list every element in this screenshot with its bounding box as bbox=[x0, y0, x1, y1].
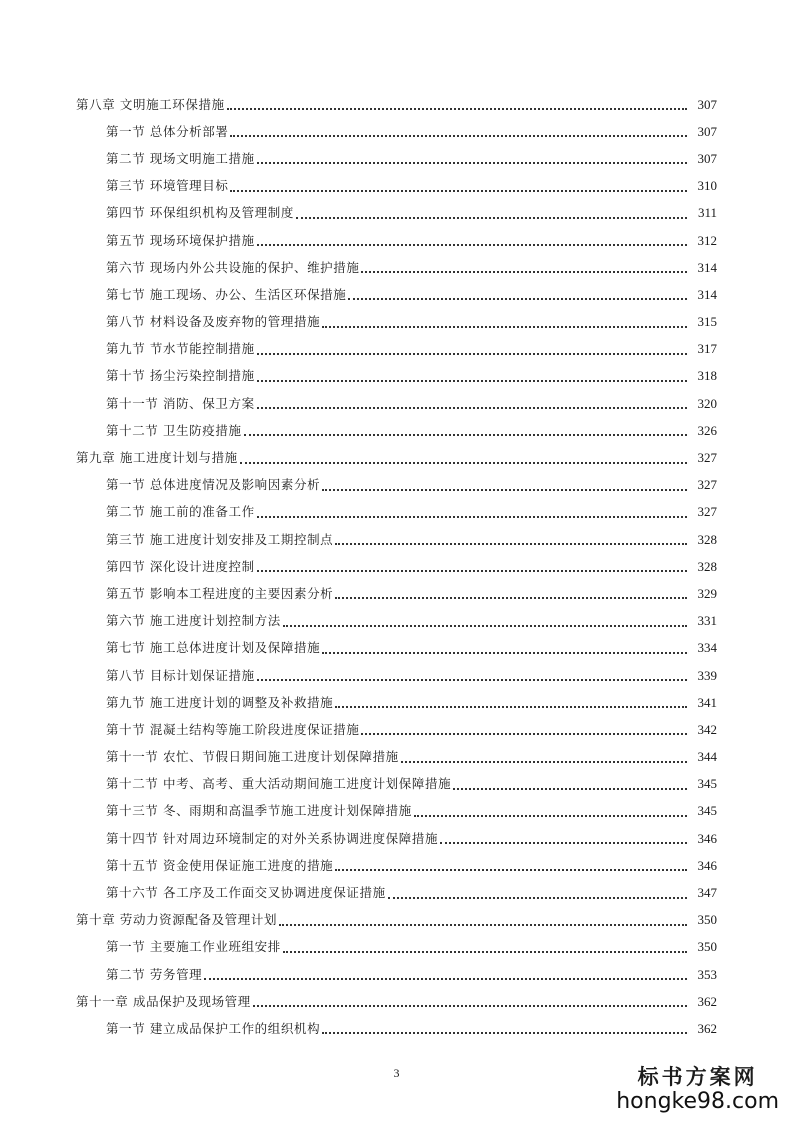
toc-entry-page: 307 bbox=[697, 150, 717, 166]
toc-leader-dots bbox=[296, 208, 687, 219]
toc-entry-page: 328 bbox=[697, 558, 717, 574]
toc-leader-dots bbox=[257, 371, 687, 382]
toc-entry-page: 350 bbox=[697, 912, 717, 928]
toc-section-entry[interactable] bbox=[0, 200, 793, 227]
toc-section-entry[interactable] bbox=[0, 662, 793, 689]
toc-section-entry[interactable] bbox=[0, 173, 793, 200]
toc-section-entry[interactable] bbox=[0, 363, 793, 390]
toc-leader-dots bbox=[257, 235, 687, 246]
toc-entry-title: 第三节 施工进度计划安排及工期控制点 bbox=[106, 531, 334, 547]
toc-section-entry[interactable] bbox=[0, 608, 793, 635]
toc-entry-title: 第六节 施工进度计划控制方法 bbox=[106, 613, 281, 629]
toc-entry-title: 第十三节 冬、雨期和高温季节施工进度计划保障措施 bbox=[106, 803, 412, 819]
toc-entry-title: 第九节 施工进度计划的调整及补救措施 bbox=[106, 694, 334, 710]
toc-entry-title: 第七节 施工总体进度计划及保障措施 bbox=[106, 640, 321, 656]
toc-entry-title: 第十节 混凝土结构等施工阶段进度保证措施 bbox=[106, 721, 360, 737]
toc-section-entry[interactable] bbox=[0, 580, 793, 607]
toc-entry-title: 第二节 现场文明施工措施 bbox=[106, 150, 255, 166]
toc-section-entry[interactable] bbox=[0, 798, 793, 825]
toc-entry-page: 307 bbox=[697, 123, 717, 139]
toc-section-entry[interactable] bbox=[0, 417, 793, 444]
toc-entry-page: 344 bbox=[697, 749, 717, 765]
toc-leader-dots bbox=[440, 833, 687, 844]
toc-section-entry[interactable] bbox=[0, 716, 793, 743]
toc-entry-page: 326 bbox=[697, 422, 717, 438]
toc-leader-dots bbox=[204, 969, 687, 980]
toc-leader-dots bbox=[453, 779, 687, 790]
toc-entry-page: 362 bbox=[697, 993, 717, 1009]
toc-section-entry[interactable] bbox=[0, 254, 793, 281]
toc-entry-page: 314 bbox=[697, 259, 717, 275]
toc-entry-title: 第十二节 卫生防疫措施 bbox=[106, 422, 242, 438]
toc-leader-dots bbox=[227, 99, 687, 110]
toc-entry-title: 第八节 材料设备及废弃物的管理措施 bbox=[106, 314, 321, 330]
toc-leader-dots bbox=[335, 697, 687, 708]
page-number: 3 bbox=[393, 1066, 400, 1080]
toc-entry-title: 第十一节 农忙、节假日期间施工进度计划保障措施 bbox=[106, 749, 399, 765]
toc-entry-title: 第九章 施工进度计划与措施 bbox=[76, 450, 238, 466]
toc-entry-page: 317 bbox=[697, 341, 717, 357]
toc-leader-dots bbox=[335, 860, 687, 871]
toc-entry-page: 345 bbox=[697, 803, 717, 819]
toc-chapter-entry[interactable] bbox=[0, 988, 793, 1015]
toc-entry-title: 第一节 总体分析部署 bbox=[106, 123, 229, 139]
toc-entry-page: 339 bbox=[697, 667, 717, 683]
toc-entry-title: 第十二节 中考、高考、重大活动期间施工进度计划保障措施 bbox=[106, 776, 452, 792]
watermark-url: hongke98.com bbox=[616, 1089, 779, 1114]
toc-leader-dots bbox=[414, 806, 687, 817]
toc-leader-dots bbox=[388, 888, 687, 899]
toc-entry-page: 310 bbox=[697, 178, 717, 194]
toc-entry-page: 307 bbox=[697, 96, 717, 112]
watermark-name: 标书方案网 bbox=[637, 1064, 758, 1089]
toc-leader-dots bbox=[322, 317, 687, 328]
toc-entry-page: 312 bbox=[697, 232, 717, 248]
toc-entry-title: 第一节 主要施工作业班组安排 bbox=[106, 939, 281, 955]
toc-entry-title: 第二节 施工前的准备工作 bbox=[106, 504, 255, 520]
toc-entry-title: 第十节 扬尘污染控制措施 bbox=[106, 368, 255, 384]
toc-entry-page: 327 bbox=[697, 504, 717, 520]
toc-entry-title: 第十一章 成品保护及现场管理 bbox=[76, 993, 251, 1009]
toc-leader-dots bbox=[322, 480, 687, 491]
toc-leader-dots bbox=[244, 425, 687, 436]
toc-section-entry[interactable] bbox=[0, 879, 793, 906]
toc-entry-title: 第五节 影响本工程进度的主要因素分析 bbox=[106, 585, 334, 601]
toc-entry-title: 第十六节 各工序及工作面交叉协调进度保证措施 bbox=[106, 885, 386, 901]
toc-entry-title: 第三节 环境管理目标 bbox=[106, 178, 229, 194]
toc-entry-page: 346 bbox=[697, 857, 717, 873]
toc-entry-title: 第十章 劳动力资源配备及管理计划 bbox=[76, 912, 278, 928]
toc-leader-dots bbox=[257, 561, 687, 572]
toc-entry-page: 353 bbox=[697, 966, 717, 982]
toc-section-entry[interactable] bbox=[0, 526, 793, 553]
toc-section-entry[interactable] bbox=[0, 689, 793, 716]
toc-section-entry[interactable] bbox=[0, 553, 793, 580]
toc-leader-dots bbox=[348, 289, 687, 300]
toc-leader-dots bbox=[361, 724, 687, 735]
toc-entry-title: 第八节 目标计划保证措施 bbox=[106, 667, 255, 683]
toc-leader-dots bbox=[279, 915, 687, 926]
toc-section-entry[interactable] bbox=[0, 771, 793, 798]
toc-leader-dots bbox=[335, 588, 687, 599]
toc-leader-dots bbox=[257, 507, 687, 518]
toc-entry-title: 第四节 深化设计进度控制 bbox=[106, 558, 255, 574]
toc-entry-page: 347 bbox=[697, 885, 717, 901]
toc-entry-title: 第九节 节水节能控制措施 bbox=[106, 341, 255, 357]
toc-entry-title: 第十五节 资金使用保证施工进度的措施 bbox=[106, 857, 334, 873]
toc-section-entry[interactable] bbox=[0, 934, 793, 961]
toc-section-entry[interactable] bbox=[0, 145, 793, 172]
toc-section-entry[interactable] bbox=[0, 390, 793, 417]
toc-section-entry[interactable] bbox=[0, 744, 793, 771]
toc-section-entry[interactable] bbox=[0, 499, 793, 526]
toc-leader-dots bbox=[335, 534, 687, 545]
toc-entry-page: 311 bbox=[697, 205, 717, 221]
toc-entry-title: 第二节 劳务管理 bbox=[106, 966, 203, 982]
toc-leader-dots bbox=[257, 670, 687, 681]
toc-entry-page: 318 bbox=[697, 368, 717, 384]
toc-entry-title: 第一节 总体进度情况及影响因素分析 bbox=[106, 477, 321, 493]
toc-entry-title: 第八章 文明施工环保措施 bbox=[76, 96, 225, 112]
toc-section-entry[interactable] bbox=[0, 472, 793, 499]
toc-leader-dots bbox=[322, 1023, 687, 1034]
toc-section-entry[interactable] bbox=[0, 1015, 793, 1042]
toc-entry-title: 第一节 建立成品保护工作的组织机构 bbox=[106, 1020, 321, 1036]
toc-entry-page: 345 bbox=[697, 776, 717, 792]
toc-entry-title: 第四节 环保组织机构及管理制度 bbox=[106, 205, 294, 221]
toc-leader-dots bbox=[230, 126, 687, 137]
toc-section-entry[interactable] bbox=[0, 227, 793, 254]
watermark-logo bbox=[616, 1061, 779, 1114]
toc-entry-page: 314 bbox=[697, 286, 717, 302]
toc-leader-dots bbox=[257, 398, 687, 409]
toc-entry-title: 第五节 现场环境保护措施 bbox=[106, 232, 255, 248]
toc-leader-dots bbox=[257, 153, 687, 164]
toc-entry-title: 第七节 施工现场、办公、生活区环保措施 bbox=[106, 286, 347, 302]
toc-entry-page: 341 bbox=[697, 694, 717, 710]
toc-leader-dots bbox=[240, 453, 687, 464]
toc-leader-dots bbox=[401, 752, 687, 763]
toc-entry-title: 第十一节 消防、保卫方案 bbox=[106, 395, 255, 411]
toc-leader-dots bbox=[322, 643, 687, 654]
toc-entry-page: 350 bbox=[697, 939, 717, 955]
toc-section-entry[interactable] bbox=[0, 961, 793, 988]
toc-section-entry[interactable] bbox=[0, 825, 793, 852]
table-of-contents bbox=[0, 91, 793, 1043]
toc-section-entry[interactable] bbox=[0, 336, 793, 363]
toc-leader-dots bbox=[361, 262, 687, 273]
toc-section-entry[interactable] bbox=[0, 309, 793, 336]
toc-chapter-entry[interactable] bbox=[0, 91, 793, 118]
toc-section-entry[interactable] bbox=[0, 118, 793, 145]
toc-entry-page: 329 bbox=[697, 585, 717, 601]
toc-entry-page: 320 bbox=[697, 395, 717, 411]
toc-entry-page: 327 bbox=[697, 450, 717, 466]
toc-leader-dots bbox=[283, 616, 687, 627]
toc-entry-page: 346 bbox=[697, 830, 717, 846]
toc-chapter-entry[interactable] bbox=[0, 907, 793, 934]
toc-chapter-entry[interactable] bbox=[0, 444, 793, 471]
toc-leader-dots bbox=[230, 181, 687, 192]
toc-entry-page: 362 bbox=[697, 1020, 717, 1036]
toc-entry-page: 315 bbox=[697, 314, 717, 330]
toc-section-entry[interactable] bbox=[0, 635, 793, 662]
toc-leader-dots bbox=[283, 942, 687, 953]
toc-entry-page: 331 bbox=[697, 613, 717, 629]
toc-section-entry[interactable] bbox=[0, 852, 793, 879]
toc-leader-dots bbox=[253, 996, 687, 1007]
toc-entry-page: 334 bbox=[697, 640, 717, 656]
toc-entry-page: 342 bbox=[697, 721, 717, 737]
toc-entry-page: 327 bbox=[697, 477, 717, 493]
toc-entry-page: 328 bbox=[697, 531, 717, 547]
toc-section-entry[interactable] bbox=[0, 281, 793, 308]
toc-entry-title: 第十四节 针对周边环境制定的对外关系协调进度保障措施 bbox=[106, 830, 439, 846]
toc-entry-title: 第六节 现场内外公共设施的保护、维护措施 bbox=[106, 259, 360, 275]
toc-leader-dots bbox=[257, 344, 687, 355]
